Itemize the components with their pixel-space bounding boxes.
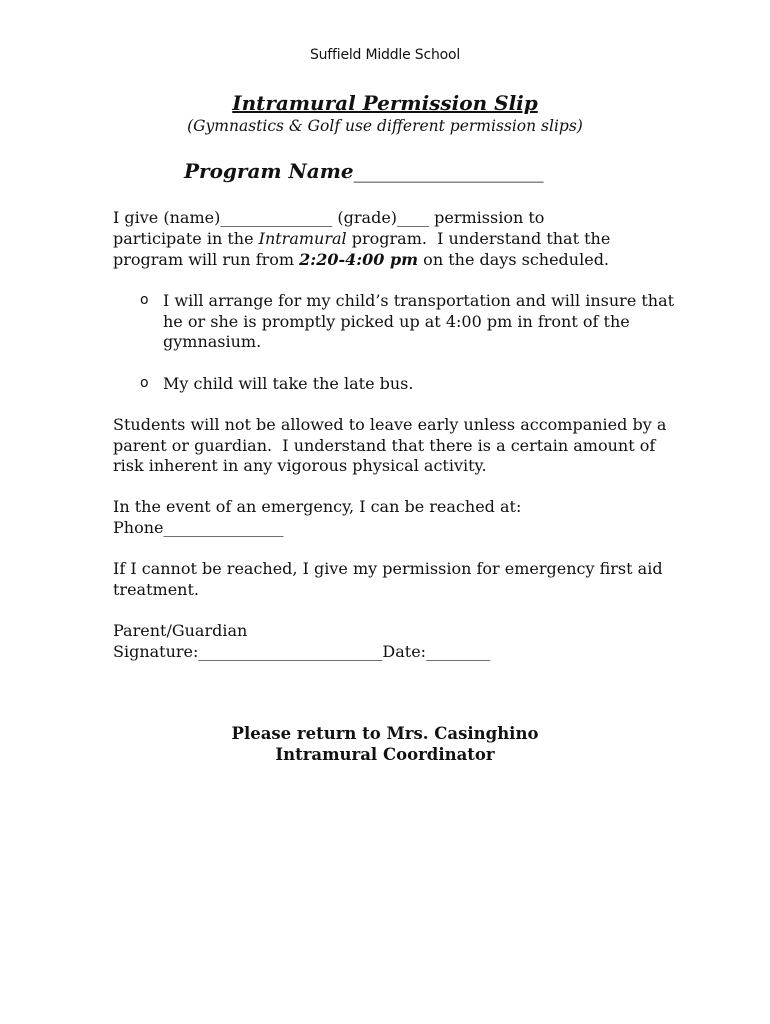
consent-run-text: program will run from: [113, 250, 300, 269]
document-subtitle: (Gymnastics & Golf use different permission slips): [187, 117, 583, 135]
program-name-label: Program Name: [184, 159, 354, 183]
consent-line-3: [113, 249, 609, 270]
document-title: [0, 91, 770, 115]
date-blank[interactable]: ________: [426, 642, 491, 661]
consent-grade-text: (grade): [332, 208, 398, 227]
option-1-line-3: gymnasium.: [163, 332, 262, 351]
student-name-blank[interactable]: ______________: [220, 208, 333, 227]
return-to-text: Please return to Mrs. Casinghino: [231, 724, 539, 743]
date-label: Date:: [382, 642, 427, 661]
consent-line-2: [113, 228, 610, 249]
option-1-checkbox[interactable]: o: [140, 292, 149, 308]
phone-blank[interactable]: _______________: [163, 518, 284, 537]
consent-understand-text: program. I understand that the: [346, 229, 611, 248]
consent-permission-text: permission to: [429, 208, 545, 227]
parent-guardian-label: Parent/Guardian: [113, 621, 248, 640]
consent-line-1: [113, 207, 544, 228]
option-1-line-2: he or she is promptly picked up at 4:00 pm in front of the: [163, 312, 630, 331]
grade-blank[interactable]: ____: [397, 208, 430, 227]
phone-label: Phone: [113, 518, 164, 537]
option-2-text: My child will take the late bus.: [163, 374, 414, 393]
first-aid-line-2: treatment.: [113, 580, 199, 599]
emergency-text: In the event of an emergency, I can be reached at:: [113, 497, 522, 516]
first-aid-line-1: If I cannot be reached, I give my permission for emergency first aid: [113, 559, 663, 578]
coordinator-title: Intramural Coordinator: [275, 745, 495, 764]
signature-line: [113, 641, 490, 662]
program-time: 2:20-4:00 pm: [299, 250, 419, 269]
policy-line-3: risk inherent in any vigorous physical activity.: [113, 456, 487, 475]
school-name: Suffield Middle School: [309, 47, 461, 63]
program-name-field: [184, 159, 544, 183]
title-text: Intramural Permission Slip: [232, 91, 538, 115]
policy-line-2: parent or guardian. I understand that there is a certain amount of: [113, 436, 656, 455]
option-1-line-1: I will arrange for my child’s transportation and will insure that: [163, 291, 675, 310]
policy-line-1: Students will not be allowed to leave early unless accompanied by a: [113, 415, 667, 434]
signature-blank[interactable]: _______________________: [198, 642, 383, 661]
consent-participate-text: participate in the: [113, 229, 259, 248]
consent-give-text: I give (name): [113, 208, 221, 227]
intramural-italic: Intramural: [258, 229, 347, 248]
consent-days-text: on the days scheduled.: [418, 250, 610, 269]
program-name-blank[interactable]: ___________________: [353, 159, 544, 183]
signature-label: Signature:: [113, 642, 199, 661]
option-2-checkbox[interactable]: o: [140, 375, 149, 391]
phone-field: [113, 517, 283, 538]
